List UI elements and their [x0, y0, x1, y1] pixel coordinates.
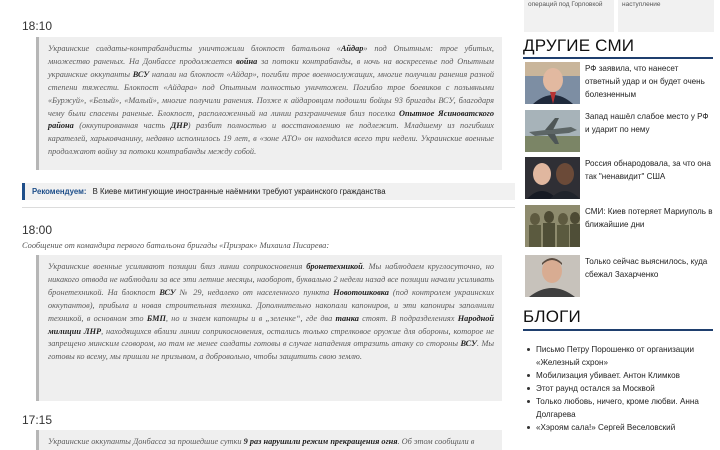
blog-item[interactable]: Письмо Петру Порошенко от организации «Железный схрон»: [526, 343, 712, 369]
bold-term: ДНР: [170, 121, 188, 131]
bold-term: Айдар: [340, 44, 364, 53]
news-item[interactable]: [525, 205, 715, 249]
bold-term: ВСУ: [159, 287, 176, 297]
text-run: , но и знаем капониры и в „зеленке“, где два: [165, 313, 336, 323]
entry-quote: [36, 255, 502, 401]
text-run: . Мы наблюдаем круглосуточно, но никакого отвода не наблюдали за все эти летние месяцы, наоборот, буквально 2 недели назад все позиции начали усиливать бронетехникой. На блокпост: [48, 262, 494, 297]
text-run: № 29, недалеко от населенного пункта: [175, 287, 334, 297]
text-run: за потоки контрабанды, в ночь на воскресенье под Опытным украинские оккупанты: [48, 56, 494, 79]
separator: [22, 207, 515, 208]
blog-item[interactable]: «Хэроям сала!» Сергей Веселовский: [526, 421, 712, 434]
entry-time: 18:10: [22, 19, 53, 33]
bold-term: Опытное Ясиноватского района: [48, 108, 494, 131]
text-run: , находящихся вблизи линии соприкосновения, остались только стрелковое оружие для обороны, которое не запрещено минским сговором, но там не менее солдаты готовы в случае нападения отразить атаку со стороны: [48, 326, 494, 349]
zakharchenko-portrait-thumbnail[interactable]: [525, 255, 580, 297]
soldiers-group-thumbnail[interactable]: [525, 205, 580, 247]
bold-term: Народной милиции ЛНР: [48, 313, 494, 336]
fighter-jet-thumbnail[interactable]: [525, 110, 580, 152]
bold-term: БМП: [146, 313, 166, 323]
bold-term: война: [236, 56, 258, 66]
text-run: (под контролем украинских оккупантов), прибыла и новая строительная техника. Дополнительно накопали капониров, и эти капониры заполнили техникой, в основном это: [48, 287, 495, 323]
news-item[interactable]: [525, 62, 715, 106]
blog-item[interactable]: Только любовь, ничего, кроме любви. Анна Долгарева: [526, 395, 712, 421]
bold-term: ВСУ: [460, 339, 477, 349]
news-item[interactable]: [525, 110, 715, 154]
text-run: ) разбит полностью и восстановлению не подлежит. Младшему из погибших карателей, харьковчанину, недавно исполнилось 19 лет, в «зоне АТО» он находился всего три недели. Украинские военные продолжают войну за потоки контрабанды между собой.: [48, 121, 494, 157]
section-rule: [523, 57, 713, 59]
entry-quote: [36, 37, 502, 170]
section-rule: [523, 329, 713, 331]
entry-lead: Сообщение от командира первого батальона бригады «Призрак» Михаила Писарева:: [22, 241, 330, 250]
entry-quote: [36, 430, 502, 450]
text-run: Украинские оккупанты Донбасса за прошедшие сутки: [48, 437, 244, 446]
news-item[interactable]: [525, 157, 715, 201]
text-run: . Мы готовы ко всему, мы пришли не призывом, а добровольно, чтобы защитить свою землю.: [48, 339, 495, 362]
news-headline[interactable]: Только сейчас выяснилось, куда сбежал Захарченко: [585, 257, 708, 279]
blog-item[interactable]: Мобилизация убивает. Антон Климков: [526, 369, 712, 382]
entry-time: 17:15: [22, 413, 53, 427]
blog-item[interactable]: Этот раунд остался за Москвой: [526, 382, 712, 395]
entry-time: 18:00: [22, 223, 53, 237]
recommend-label: Рекомендуем:: [32, 187, 87, 196]
top-card-label: наступление: [622, 1, 661, 8]
other-media-title: ДРУГИЕ СМИ: [523, 36, 635, 55]
text-run: Украинские военные усиливают позиции близ линии соприкосновения: [48, 262, 307, 271]
news-item[interactable]: [525, 255, 715, 299]
putin-obama-thumbnail[interactable]: [525, 157, 580, 199]
text-run: » под Опытным: трое убитых, множество раненых. На Донбассе продолжается: [48, 44, 494, 66]
bold-term: ВСУ: [132, 69, 150, 79]
bold-term: бронетехникой: [306, 262, 363, 271]
top-card[interactable]: [524, 0, 614, 32]
bold-term: танка: [335, 313, 359, 323]
text-run: . Об этом сообщили в: [397, 437, 475, 446]
text-run: Украинские солдаты-контрабандисты уничтожили блокпост батальона «: [48, 44, 341, 53]
text-run: (оккупированная часть: [73, 121, 171, 131]
top-card[interactable]: [618, 0, 714, 32]
recommend-link[interactable]: В Киеве митингующие иностранные наёмники требуют украинского гражданства: [92, 187, 386, 196]
sidebar: [520, 0, 720, 450]
bold-term: Новотошковка: [333, 287, 389, 297]
bold-term: 9 раз нарушили режим прекращения огня: [243, 437, 398, 446]
recommend-bar: [22, 183, 515, 200]
news-headline[interactable]: Россия обнародовала, за что она так "ненавидит" США: [585, 159, 711, 181]
blogs-list: [526, 343, 712, 434]
news-headline[interactable]: СМИ: Киев потеряет Мариуполь в ближайшие дни: [585, 207, 713, 229]
putin-portrait-thumbnail[interactable]: [525, 62, 580, 104]
blogs-title: БЛОГИ: [523, 307, 581, 326]
text-run: стоят. В подразделениях: [358, 313, 458, 323]
text-run: напали на блокпост «Айдар», погибли трое военнослужащих, многие получили ранения разной степени тяжести. Блокпост «Айдара» под Опытным полностью уничтожен. Погибло трое боевиков с позывными «Буржуй», «Белый», «Малый», многие получили ранения. Позже к айдаровцам подошли бойцы 93 бригады ВСУ, благодаря чему были спасены раненые. Блокпост, расположенный на линии разграничения близ поселка: [48, 69, 494, 118]
top-card-label: операций под Горловкой: [528, 1, 603, 8]
news-headline[interactable]: Запад нашёл слабое место у РФ и ударит по нему: [585, 112, 709, 134]
news-headline[interactable]: РФ заявила, что нанесет ответный удар и он будет очень болезненным: [585, 64, 705, 99]
